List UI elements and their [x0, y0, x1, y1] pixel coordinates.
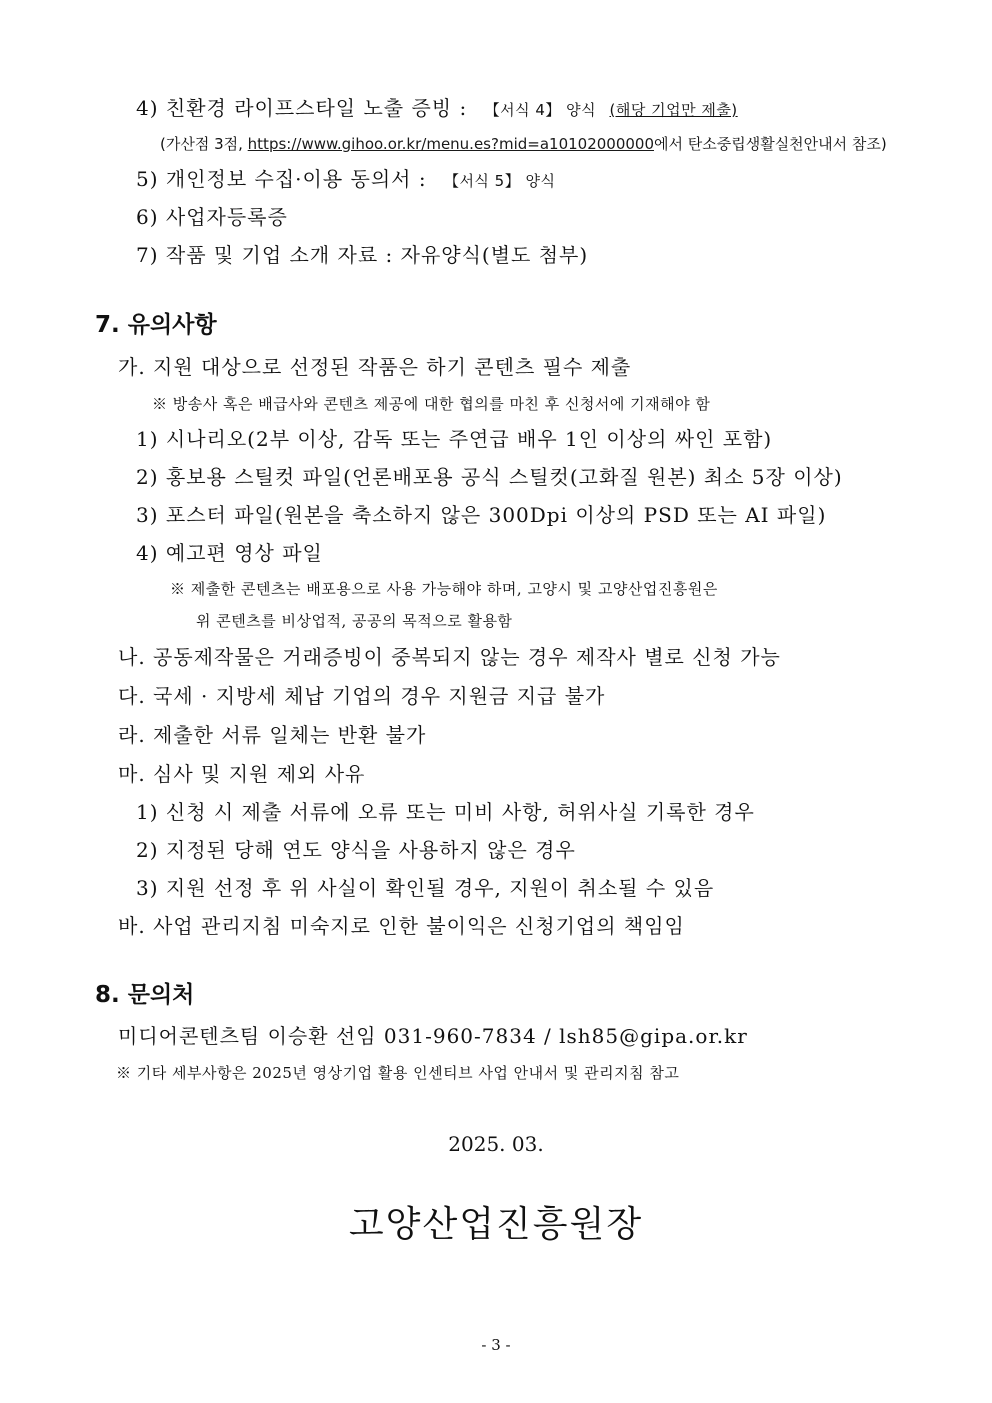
section-7-ga-item-4: 4) 예고편 영상 파일: [136, 541, 323, 565]
section-7-ra: 라. 제출한 서류 일체는 반환 불가: [118, 723, 427, 747]
section-7-ma: 마. 심사 및 지원 제외 사유: [118, 762, 366, 786]
section-7-ga-note2-line2: 위 콘텐츠를 비상업적, 공공의 목적으로 활용함: [196, 612, 513, 630]
contact-info: 미디어콘텐츠팀 이승환 선임 031-960-7834 / lsh85@gipa.or.kr: [118, 1024, 748, 1048]
submission-item-4: [136, 92, 738, 121]
section-7-ba: 바. 사업 관리지침 미숙지로 인한 불이익은 신청기업의 책임임: [118, 914, 685, 938]
submission-item-4-note: (해당 기업만 제출): [609, 101, 738, 119]
submission-item-5: [136, 163, 555, 192]
page-number: - 3 -: [481, 1336, 511, 1354]
section-7-ma-item-3: 3) 지원 선정 후 위 사실이 확인될 경우, 지원이 취소될 수 있음: [136, 876, 715, 900]
section-7-ga-item-3: 3) 포스터 파일(원본을 축소하지 않은 300Dpi 이상의 PSD 또는 AI 파일): [136, 503, 827, 527]
section-8-note: ※ 기타 세부사항은 2025년 영상기업 활용 인센티브 사업 안내서 및 관리지침 참고: [116, 1064, 680, 1082]
issuer-title: 고양산업진흥원장: [348, 1204, 644, 1245]
gihoo-link[interactable]: https://www.gihoo.or.kr/menu.es?mid=a10102000000: [247, 135, 654, 153]
section-7-ma-item-2: 2) 지정된 당해 연도 양식을 사용하지 않은 경우: [136, 838, 576, 862]
section-7-ga-item-2: 2) 홍보용 스틸컷 파일(언론배포용 공식 스틸컷(고화질 원본) 최소 5장 이상): [136, 465, 843, 489]
submission-item-5-form: 【서식 5】 양식: [443, 172, 556, 190]
submission-item-4-detail: (가산점 3점, https://www.gihoo.or.kr/menu.es?mid=a10102000000에서 탄소중립생활실천안내서 참조): [160, 135, 887, 153]
submission-item-4-label: 4) 친환경 라이프스타일 노출 증빙 :: [136, 96, 468, 120]
document-date: 2025. 03.: [448, 1132, 544, 1156]
submission-item-7: 7) 작품 및 기업 소개 자료 : 자유양식(별도 첨부): [136, 243, 589, 267]
section-8-heading: 8. 문의처: [95, 982, 195, 1008]
submission-item-5-label: 5) 개인정보 수집·이용 동의서 :: [136, 167, 427, 191]
section-7-ma-item-1: 1) 신청 시 제출 서류에 오류 또는 미비 사항, 허위사실 기록한 경우: [136, 800, 755, 824]
section-7-heading: 7. 유의사항: [95, 312, 217, 338]
submission-item-4-form: 【서식 4】 양식: [484, 101, 597, 119]
section-7-ga-item-1: 1) 시나리오(2부 이상, 감독 또는 주연급 배우 1인 이상의 싸인 포함): [136, 427, 773, 451]
section-7-ga-note2-line1: ※ 제출한 콘텐츠는 배포용으로 사용 가능해야 하며, 고양시 및 고양산업진흥원은: [170, 580, 718, 598]
section-7-ga: 가. 지원 대상으로 선정된 작품은 하기 콘텐츠 필수 제출: [118, 355, 632, 379]
section-7-da: 다. 국세 · 지방세 체납 기업의 경우 지원금 지급 불가: [118, 684, 606, 708]
section-7-ga-note: ※ 방송사 혹은 배급사와 콘텐츠 제공에 대한 협의를 마친 후 신청서에 기재해야 함: [152, 395, 711, 413]
section-7-na: 나. 공동제작물은 거래증빙이 중복되지 않는 경우 제작사 별로 신청 가능: [118, 645, 781, 669]
submission-item-6: 6) 사업자등록증: [136, 205, 288, 229]
